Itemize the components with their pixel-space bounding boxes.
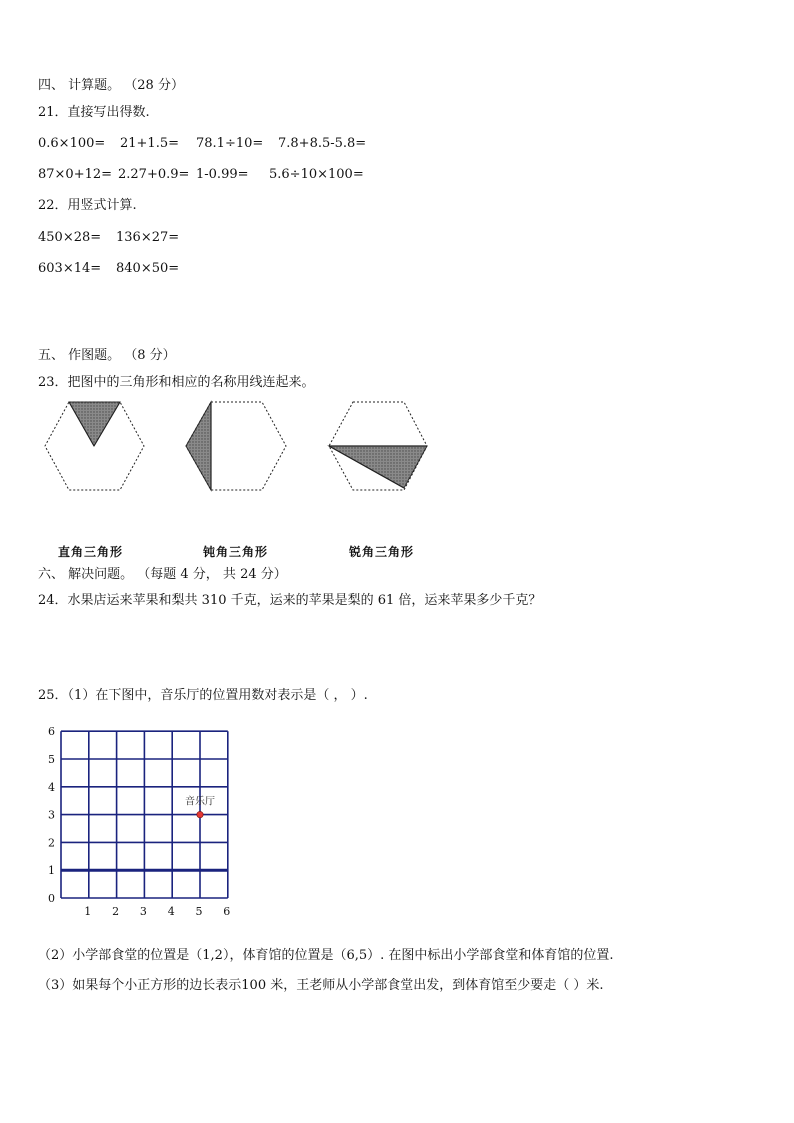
y-tick-label: 1	[48, 864, 55, 878]
q21-expr: 78.1÷10=	[196, 136, 264, 151]
q25-part3: （3）如果每个小正方形的边长表示100 米，王老师从小学部食堂出发，到体育馆至少要走（ ）米.	[38, 978, 604, 993]
y-tick-label: 5	[48, 753, 55, 766]
label-acute-triangle: 锐角三角形	[349, 545, 415, 559]
section4-heading: 四、 计算题。 （28 分）	[38, 78, 184, 93]
label-obtuse-triangle: 钝角三角形	[203, 545, 269, 559]
y-tick-label: 4	[48, 780, 55, 794]
section5-heading: 五、 作图题。 （8 分）	[38, 348, 176, 363]
q21-expr: 21+1.5=	[120, 136, 180, 151]
q21-expr: 87×0+12=	[38, 167, 113, 182]
q21-expr: 5.6÷10×100=	[269, 167, 364, 182]
music-hall-label: 音乐厅	[185, 796, 215, 808]
q22-expr: 450×28=	[38, 230, 102, 245]
q21-expr: 7.8+8.5-5.8=	[278, 136, 367, 151]
y-tick-label: 2	[48, 836, 55, 850]
q21-expr: 0.6×100=	[38, 136, 106, 151]
q22-title: 22．用竖式计算.	[38, 198, 137, 213]
x-tick-label: 6	[223, 905, 231, 918]
section6-heading: 六、 解决问题。 （每题 4 分， 共 24 分）	[38, 567, 287, 582]
q22-expr: 603×14=	[38, 261, 102, 276]
x-tick-label: 2	[112, 905, 120, 918]
y-tick-label: 3	[48, 808, 55, 822]
q22-expr: 840×50=	[116, 261, 180, 276]
label-right-triangle: 直角三角形	[58, 545, 124, 559]
x-tick-label: 1	[84, 905, 92, 918]
q24-text: 24．水果店运来苹果和梨共 310 千克，运来的苹果是梨的 61 倍，运来苹果多少千克？	[38, 593, 542, 608]
q22-expr: 136×27=	[116, 230, 180, 245]
q25-part2: （2）小学部食堂的位置是（1,2），体育馆的位置是（6,5）. 在图中标出小学部食堂和体育馆的位置.	[38, 948, 614, 963]
music-hall-point	[197, 811, 203, 817]
x-tick-label: 3	[139, 905, 147, 918]
q21-expr: 2.27+0.9=	[118, 167, 190, 182]
q25-part1: 25．（1）在下图中，音乐厅的位置用数对表示是（ ， ）.	[38, 688, 368, 703]
y-tick-label: 6	[48, 725, 55, 739]
q23-title: 23．把图中的三角形和相应的名称用线连起来。	[38, 375, 315, 390]
q21-expr: 1-0.99=	[196, 167, 249, 182]
x-tick-label: 4	[167, 905, 175, 918]
q21-title: 21．直接写出得数.	[38, 105, 150, 120]
x-tick-label: 5	[195, 905, 203, 918]
y-tick-label: 0	[48, 892, 55, 905]
